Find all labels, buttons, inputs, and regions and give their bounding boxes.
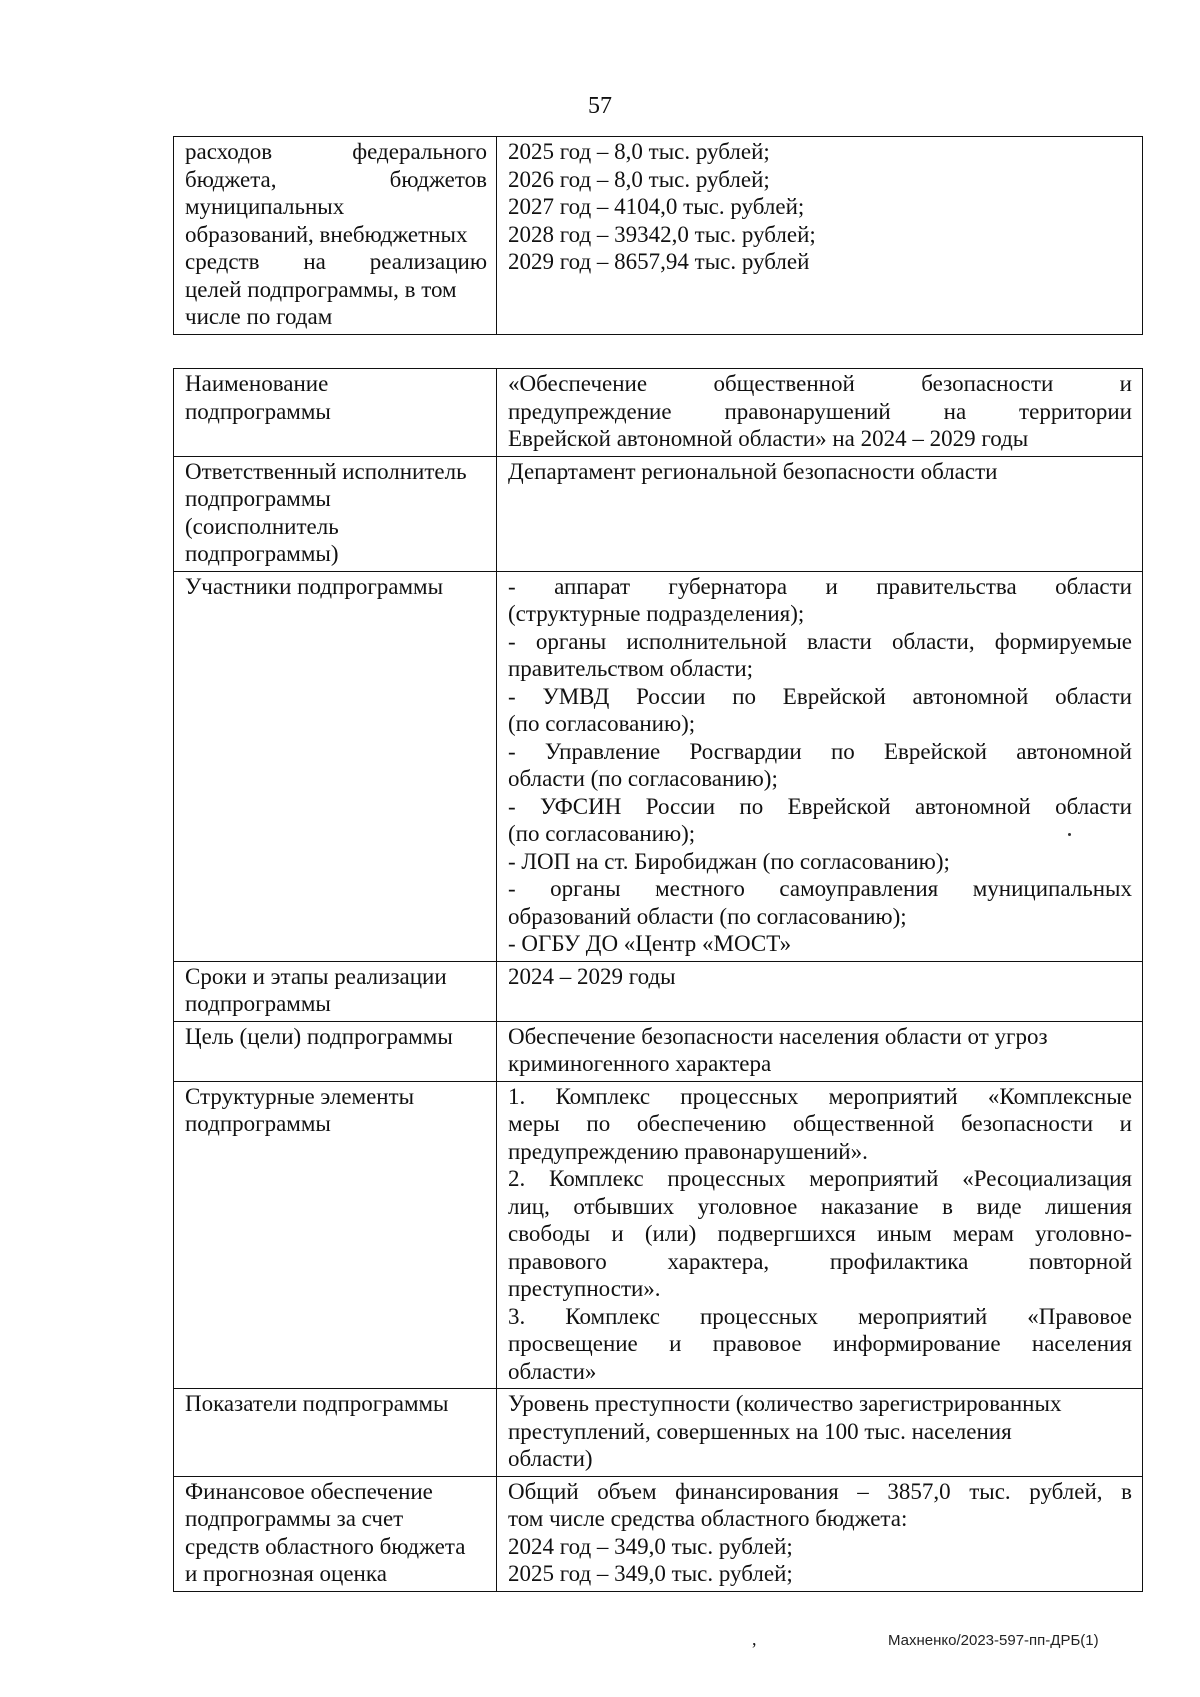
document-code: Махненко/2023-597-пп-ДРБ(1) bbox=[888, 1632, 1099, 1649]
text-line: подпрограммы bbox=[185, 486, 331, 511]
page-number: 57 bbox=[588, 93, 612, 119]
text-line: Сроки и этапы реализации bbox=[185, 963, 447, 989]
text-line: Департамент региональной безопасности области bbox=[508, 458, 998, 484]
table-row bbox=[174, 137, 1143, 335]
left-cell bbox=[174, 1476, 497, 1591]
left-cell bbox=[174, 137, 497, 335]
right-cell bbox=[497, 1081, 1143, 1389]
text-line: свободы и (или) подвергшихся иным мерам уголовно- bbox=[508, 1221, 1132, 1246]
text-line: расходов федерального bbox=[185, 139, 487, 164]
text-line: числе по годам bbox=[185, 304, 333, 329]
text-line: бюджета, бюджетов bbox=[185, 166, 487, 192]
text-line: - аппарат губернатора и правительства области bbox=[508, 573, 1132, 599]
right-cell bbox=[497, 456, 1143, 571]
text-line: подпрограммы bbox=[185, 398, 331, 424]
text-line: предупреждению правонарушений». bbox=[508, 1138, 868, 1164]
text-line: - органы местного самоуправления муниципальных bbox=[508, 876, 1132, 901]
text-line: преступлений, совершенных на 100 тыс. населения bbox=[508, 1418, 1012, 1444]
left-cell bbox=[174, 369, 497, 457]
left-cell bbox=[174, 961, 497, 1021]
left-cell bbox=[174, 1021, 497, 1081]
table-row bbox=[174, 1476, 1143, 1591]
text-line: правительством области; bbox=[508, 656, 754, 681]
text-line: образований, внебюджетных bbox=[185, 221, 468, 247]
text-line: 2026 год – 8,0 тыс. рублей; bbox=[508, 166, 770, 192]
text-line: 2025 год – 349,0 тыс. рублей; bbox=[508, 1561, 793, 1586]
text-line: том числе средства областного бюджета: bbox=[508, 1506, 908, 1531]
text-line: целей подпрограммы, в том bbox=[185, 276, 457, 302]
text-line: «Обеспечение общественной безопасности и bbox=[508, 371, 1132, 396]
left-cell bbox=[174, 1389, 497, 1477]
right-cell bbox=[497, 1389, 1143, 1477]
text-line: криминогенного характера bbox=[508, 1051, 772, 1076]
text-line: подпрограммы за счет bbox=[185, 1506, 404, 1531]
table-row bbox=[174, 1021, 1143, 1081]
text-line: 2025 год – 8,0 тыс. рублей; bbox=[508, 139, 770, 164]
text-line: меры по обеспечению общественной безопасности и bbox=[508, 1111, 1132, 1136]
text-line: области) bbox=[508, 1446, 593, 1471]
right-cell bbox=[497, 1021, 1143, 1081]
text-line: преступности». bbox=[508, 1276, 661, 1301]
text-line: просвещение и правовое информирование населения bbox=[508, 1331, 1132, 1356]
text-line: (соисполнитель bbox=[185, 513, 339, 539]
text-line: муниципальных bbox=[185, 194, 345, 219]
text-line: (по согласованию); bbox=[508, 821, 696, 846]
text-line: Обеспечение безопасности населения области от угроз bbox=[508, 1023, 1048, 1049]
text-line: Ответственный исполнитель bbox=[185, 458, 467, 484]
table-row bbox=[174, 1081, 1143, 1389]
text-line: образований области (по согласованию); bbox=[508, 903, 907, 929]
left-cell bbox=[174, 571, 497, 961]
text-line: предупреждение правонарушений на территории bbox=[508, 398, 1132, 424]
text-line: - ЛОП на ст. Биробиджан (по согласованию); bbox=[508, 848, 950, 874]
text-line: подпрограммы bbox=[185, 991, 331, 1016]
text-line: лиц, отбывших уголовное наказание в виде лишения bbox=[508, 1193, 1132, 1219]
text-line: 2024 год – 349,0 тыс. рублей; bbox=[508, 1533, 793, 1559]
text-line: - Управление Росгвардии по Еврейской автономной bbox=[508, 738, 1132, 764]
funding-continuation-table bbox=[173, 136, 1143, 335]
text-line: области» bbox=[508, 1358, 597, 1384]
text-line: средств областного бюджета bbox=[185, 1533, 466, 1559]
text-line: 2027 год – 4104,0 тыс. рублей; bbox=[508, 194, 805, 219]
left-cell bbox=[174, 456, 497, 571]
text-line: Структурные элементы bbox=[185, 1083, 415, 1109]
text-line: (по согласованию); bbox=[508, 711, 696, 736]
table-row bbox=[174, 369, 1143, 457]
right-cell bbox=[497, 1476, 1143, 1591]
table-row bbox=[174, 961, 1143, 1021]
text-line: 3. Комплекс процессных мероприятий «Правовое bbox=[508, 1303, 1132, 1329]
text-line: подпрограммы) bbox=[185, 541, 339, 566]
text-line: Участники подпрограммы bbox=[185, 573, 444, 599]
text-line: 2029 год – 8657,94 тыс. рублей bbox=[508, 249, 810, 274]
text-line: - органы исполнительной власти области, формируемые bbox=[508, 628, 1132, 654]
text-line: Общий объем финансирования – 3857,0 тыс. рублей, в bbox=[508, 1478, 1132, 1504]
text-line: 1. Комплекс процессных мероприятий «Комплексные bbox=[508, 1083, 1132, 1109]
text-line: - ОГБУ ДО «Центр «МОСТ» bbox=[508, 931, 792, 956]
text-line: Еврейской автономной области» на 2024 – 2029 годы bbox=[508, 426, 1029, 451]
text-line: (структурные подразделения); bbox=[508, 601, 805, 626]
text-line: и прогнозная оценка bbox=[185, 1561, 387, 1586]
text-line: 2028 год – 39342,0 тыс. рублей; bbox=[508, 221, 816, 247]
text-line: подпрограммы bbox=[185, 1111, 331, 1136]
left-cell bbox=[174, 1081, 497, 1389]
text-line: 2. Комплекс процессных мероприятий «Ресоциализация bbox=[508, 1166, 1132, 1191]
text-line: Наименование bbox=[185, 371, 329, 396]
text-line: - УФСИН России по Еврейской автономной области bbox=[508, 793, 1132, 819]
text-line: области (по согласованию); bbox=[508, 766, 778, 791]
text-line: средств на реализацию bbox=[185, 249, 487, 274]
footer-mark: , bbox=[752, 1629, 757, 1649]
subprogram-passport-table bbox=[173, 368, 1143, 1592]
text-line: 2024 – 2029 годы bbox=[508, 963, 676, 989]
right-cell bbox=[497, 961, 1143, 1021]
right-cell bbox=[497, 137, 1143, 335]
table-row bbox=[174, 1389, 1143, 1477]
text-line: - УМВД России по Еврейской автономной области bbox=[508, 683, 1132, 709]
table-row bbox=[174, 571, 1143, 961]
right-cell bbox=[497, 571, 1143, 961]
right-cell bbox=[497, 369, 1143, 457]
text-line: Финансовое обеспечение bbox=[185, 1478, 433, 1504]
scan-speck bbox=[1068, 833, 1071, 836]
table-row bbox=[174, 456, 1143, 571]
text-line: Уровень преступности (количество зарегистрированных bbox=[508, 1391, 1062, 1416]
text-line: правового характера, профилактика повторной bbox=[508, 1248, 1132, 1274]
text-line: Цель (цели) подпрограммы bbox=[185, 1023, 453, 1049]
text-line: Показатели подпрограммы bbox=[185, 1391, 449, 1416]
